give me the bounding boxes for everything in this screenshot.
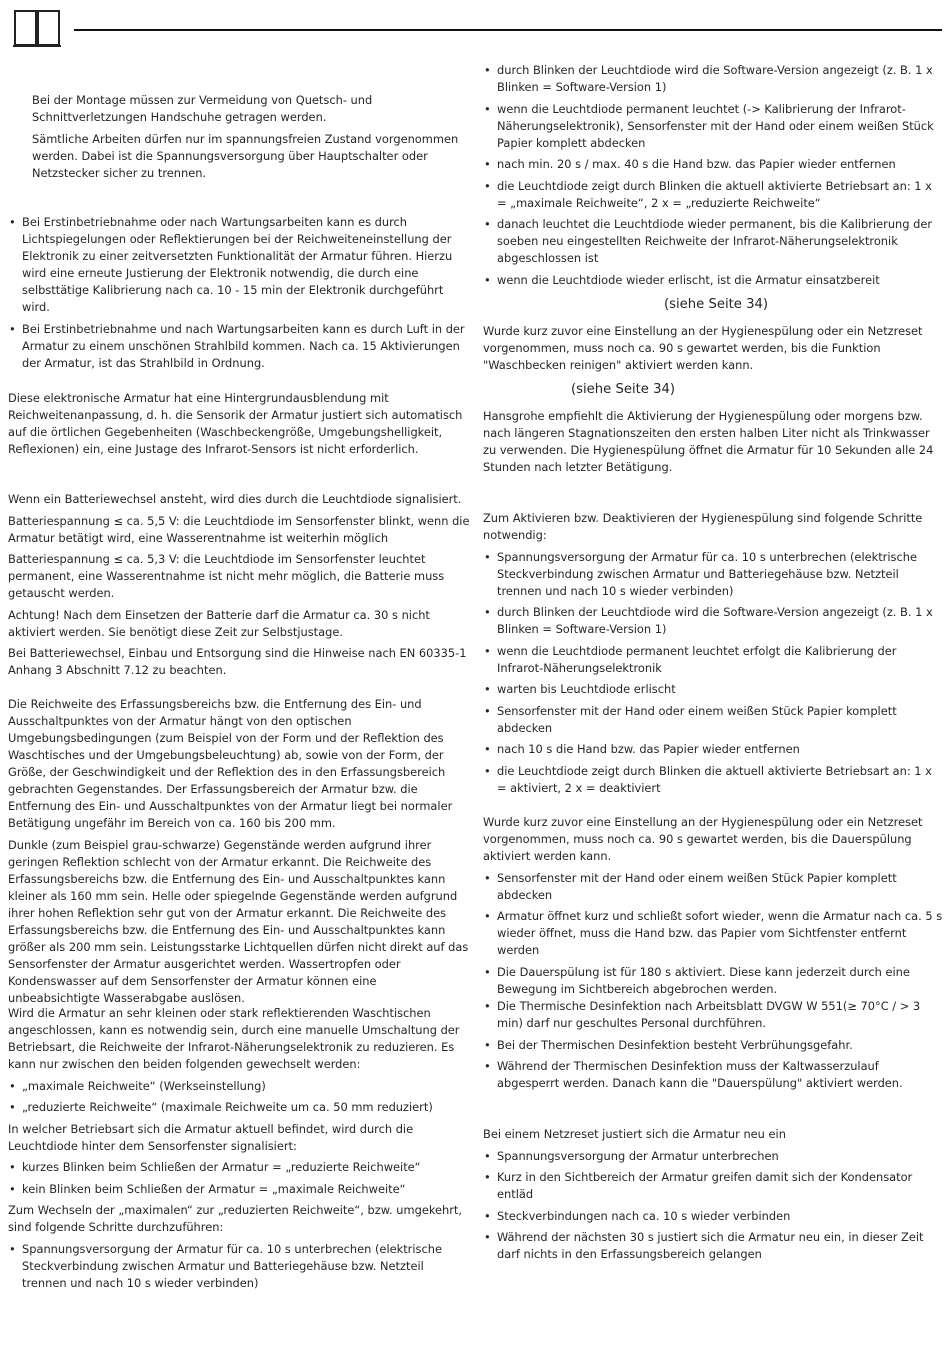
list-item: • Die Dauerspülung ist für 180 s aktiviert. Diese kann jederzeit durch eine Bewegung im Sichtbereich abgebrochen werden. (483, 964, 943, 998)
list-item: • wenn die Leuchtdiode permanent leuchtet erfolgt die Kalibrierung der Infrarot-Näherungselektronik (483, 643, 943, 677)
paragraph: Die Reichweite des Erfassungsbereichs bzw. die Entfernung des Ein- und Ausschaltpunktes von der Armatur hängt von den optischen Umgebungsbedingungen (zum Beispiel von der Form und der Reflektion des Waschtisches und der Umgebungsbeleuchtung) ab, sowie von der Form, der Größe, der Geschwindigkeit und der Reflektion des in den Erfassungsbereich gebrachten Gegenstandes. Der Erfassungsbereich der Armatur bzw. die Entfernung des Ein- und Ausschaltpunktes von der Armatur liegt bei normaler Betätigung ungefähr im Bereich von ca. 160 bis 200 mm. (8, 697, 453, 830)
list-item: • kurzes Blinken beim Schließen der Armatur = „reduzierte Reichweite“ (8, 1159, 470, 1176)
list-item: • danach leuchtet die Leuchtdiode wieder permanent, bis die Kalibrierung der soeben neu eingestellten Reichweite der Infrarot-Näherungselektronik abgeschlossen ist (483, 216, 943, 267)
paragraph: Diese elektronische Armatur hat eine Hintergrundausblendung mit Reichweitenanpassung, d. h. die Sensorik der Armatur justiert sich automatisch auf die örtlichen Gegebenheiten (Waschbeckengröße, Umgebungshelligkeit, Reflexionen) ein, eine Justage des Infrarot-Sensors ist nicht erforderlich. (8, 391, 463, 456)
list-item: • die Leuchtdiode zeigt durch Blinken die aktuell aktivierte Betriebsart an: 1 x = aktiviert, 2 x = deaktiviert (483, 763, 943, 797)
list-item: • Bei Erstinbetriebnahme oder nach Wartungsarbeiten kann es durch Lichtspiegelungen oder Reflektierungen bei der Reichweiteneinstellung der Elektronik zu einer zeitversetzten Funktionalität der Armatur führen. Hierzu wird eine erneute Justierung der Elektronik notwendig, die durch eine selbsttätige Kalibrierung nach ca. 10 - 15 min der Elektronik durchgeführt wird. (8, 214, 470, 316)
paragraph: Wurde kurz zuvor eine Einstellung an der Hygienespülung oder ein Netzreset vorgenommen, muss noch ca. 90 s gewartet werden, bis die Dauerspülung aktiviert werden kann. (483, 815, 923, 863)
paragraph: Wurde kurz zuvor eine Einstellung an der Hygienespülung oder ein Netzreset vorgenommen, muss noch ca. 90 s gewartet werden, bis die Funktion "Waschbecken reinigen" aktiviert werden kann. (483, 324, 923, 372)
paragraph: Zum Wechseln der „maximalen“ zur „reduzierten Reichweite“, bzw. umgekehrt, sind folgende Schritte durchzuführen: (8, 1203, 463, 1234)
paragraph: Achtung! Nach dem Einsetzen der Batterie darf die Armatur ca. 30 s nicht aktiviert werden. Sie benötigt diese Zeit zur Selbstjustage. (8, 607, 430, 639)
paragraph: Bei einem Netzreset justiert sich die Armatur neu ein (483, 1127, 786, 1141)
paragraph: In welcher Betriebsart sich die Armatur aktuell befindet, wird durch die Leuchtdiode hinter dem Sensorfenster signalisiert: (8, 1121, 414, 1153)
list-item: • Sensorfenster mit der Hand oder einem weißen Stück Papier komplett abdecken (483, 870, 943, 904)
book-icon (12, 8, 62, 48)
paragraph: Zum Aktivieren bzw. Deaktivieren der Hygienespülung sind folgende Schritte notwendig: (483, 511, 923, 542)
commissioning-notes (8, 214, 470, 376)
page-reference: (siehe Seite 34) (571, 382, 676, 397)
calibration-steps (483, 62, 943, 293)
operating-modes (8, 1005, 470, 1296)
list-item: • Bei Erstinbetriebnahme und nach Wartungsarbeiten kann es durch Luft in der Armatur zu einem unschönen Strahlbild kommen. Nach ca. 15 Aktivierungen der Armatur, ist das Strahlbild in Ordnung. (8, 321, 470, 372)
see-page-reference (483, 295, 943, 314)
list-item: • nach min. 20 s / max. 40 s die Hand bzw. das Papier wieder entfernen (483, 156, 943, 173)
battery-change (8, 491, 470, 684)
see-page-reference (483, 380, 943, 399)
list-item: • durch Blinken der Leuchtdiode wird die Software-Version angezeigt (z. B. 1 x Blinken = Software-Version 1) (483, 62, 943, 96)
header-rule (74, 29, 942, 31)
list-item: • nach 10 s die Hand bzw. das Papier wieder entfernen (483, 741, 943, 758)
list-item: • Steckverbindungen nach ca. 10 s wieder verbinden (483, 1208, 943, 1225)
list-item: • Spannungsversorgung der Armatur für ca. 10 s unterbrechen (elektrische Steckverbindung zwischen Armatur und Batteriegehäuse bzw. Netzteil trennen und nach 10 s wieder verbinden) (483, 549, 943, 600)
list-item: • wenn die Leuchtdiode permanent leuchtet (-> Kalibrierung der Infrarot-Näherungselektronik), Sensorfenster mit der Hand oder einem weißen Stück Papier komplett abdecken (483, 101, 943, 152)
list-item: • Die Thermische Desinfektion nach Arbeitsblatt DVGW W 551(≥ 70°C / > 3 min) darf nur geschultes Personal durchführen. (483, 998, 943, 1032)
hygiene-toggle (483, 510, 943, 801)
paragraph: Batteriespannung ≤ ca. 5,5 V: die Leuchtdiode im Sensorfenster blinkt, wenn die Armatur betätigt wird, eine Wasserentnahme ist weiterhin möglich (8, 513, 470, 545)
list-item: • Kurz in den Sichtbereich der Armatur greifen damit sich der Kondensator entläd (483, 1169, 943, 1203)
paragraph: Wenn ein Batteriewechsel ansteht, wird dies durch die Leuchtdiode signalisiert. (8, 492, 462, 506)
paragraph: Bei Batteriewechsel, Einbau und Entsorgung sind die Hinweise nach EN 60335-1 Anhang 3 Abschnitt 7.12 zu beachten. (8, 646, 467, 677)
mounting-notes (8, 92, 470, 186)
hygiene-recommendation (483, 408, 943, 481)
page-reference: (siehe Seite 34) (664, 297, 769, 312)
paragraph: Bei der Montage müssen zur Vermeidung von Quetsch- und Schnittverletzungen Handschuhe getragen werden. (32, 93, 373, 124)
list-item: • Armatur öffnet kurz und schließt sofort wieder, wenn die Armatur nach ca. 5 s wieder öffnet, muss die Hand bzw. das Papier vom Sichtfenster entfernt werden (483, 908, 943, 959)
list-item: • kein Blinken beim Schließen der Armatur = „maximale Reichweite“ (8, 1181, 470, 1198)
list-item: • durch Blinken der Leuchtdiode wird die Software-Version angezeigt (z. B. 1 x Blinken = Software-Version 1) (483, 604, 943, 638)
list-item: • Spannungsversorgung der Armatur für ca. 10 s unterbrechen (elektrische Steckverbindung zwischen Armatur und Batteriegehäuse bzw. Netzteil trennen und nach 10 s wieder verbinden) (8, 1241, 470, 1292)
background-suppression (8, 390, 470, 463)
paragraph: Wird die Armatur an sehr kleinen oder stark reflektierenden Waschtischen angeschlossen, kann es notwendig sein, durch eine manuelle Umschaltung der Betriebsart, die Reichweite der Infrarot-Näherungselektronik zu reduzieren. Es kann nur zwischen den beiden folgenden gewechselt werden: (8, 1006, 460, 1071)
list-item: • Bei der Thermischen Desinfektion besteht Verbrühungsgefahr. (483, 1037, 943, 1054)
paragraph: Batteriespannung ≤ ca. 5,3 V: die Leuchtdiode im Sensorfenster leuchtet permanent, eine Wasserentnahme ist nicht mehr möglich, die Batterie muss getauscht werden. (8, 552, 445, 600)
list-item: • „maximale Reichweite“ (Werkseinstellung) (8, 1078, 470, 1095)
list-item: • Während der nächsten 30 s justiert sich die Armatur neu ein, in dieser Zeit darf nichts in den Erfassungsbereich gelangen (483, 1229, 943, 1263)
list-item: • warten bis Leuchtdiode erlischt (483, 681, 943, 698)
thermal-disinfection (483, 998, 943, 1097)
paragraph: Dunkle (zum Beispiel grau-schwarze) Gegenstände werden aufgrund ihrer geringen Reflektion schlecht von der Armatur erkannt. Die Reichweite des Erfassungsbereichs bzw. die Entfernung des Ein- und Ausschaltpunktes kann kleiner als 160 mm sein. Helle oder spiegelnde Gegenstände werden aufgrund ihrer hohen Reflektion sehr gut von der Armatur erkannt. Die Reichweite des Erfassungsbereichs bzw. die Entfernung des Ein- und Ausschaltpunktes kann größer als 200 mm sein. Leistungsstarke Lichtquellen dürfen nicht direkt auf das Sensorfenster der Armatur ausgerichtet werden. Wassertropfen oder Kondenswasser auf dem Sensorfenster der Armatur können eine unbeabsichtigte Wasserabgabe auslösen. (8, 837, 469, 1005)
detection-range (8, 696, 470, 1011)
list-item: • Während der Thermischen Desinfektion muss der Kaltwasserzulauf abgesperrt werden. Danach kann die "Dauerspülung" aktiviert werden. (483, 1058, 943, 1092)
list-item: • Sensorfenster mit der Hand oder einem weißen Stück Papier komplett abdecken (483, 703, 943, 737)
list-item: • wenn die Leuchtdiode wieder erlischt, ist die Armatur einsatzbereit (483, 272, 943, 289)
paragraph: Sämtliche Arbeiten dürfen nur im spannungsfreien Zustand vorgenommen werden. Dabei ist die Spannungsversorgung über Hauptschalter oder Netzstecker sicher zu trennen. (32, 131, 459, 180)
basin-cleaning-note (483, 323, 943, 379)
list-item: • Spannungsversorgung der Armatur unterbrechen (483, 1148, 943, 1165)
paragraph: Hansgrohe empfiehlt die Aktivierung der Hygienespülung oder morgens bzw. nach längeren Stagnationszeiten den ersten halben Liter nicht als Trinkwasser zu verwenden. Die Hygienespülung öffnet die Armatur für 10 Sekunden alle 24 Stunden nach letzter Betätigung. (483, 409, 934, 474)
list-item: • „reduzierte Reichweite“ (maximale Reichweite um ca. 50 mm reduziert) (8, 1099, 470, 1116)
network-reset (483, 1126, 943, 1268)
list-item: • die Leuchtdiode zeigt durch Blinken die aktuell aktivierte Betriebsart an: 1 x = „maximale Reichweite“, 2 x = „reduzierte Reichweite“ (483, 178, 943, 212)
continuous-flush (483, 814, 943, 1002)
